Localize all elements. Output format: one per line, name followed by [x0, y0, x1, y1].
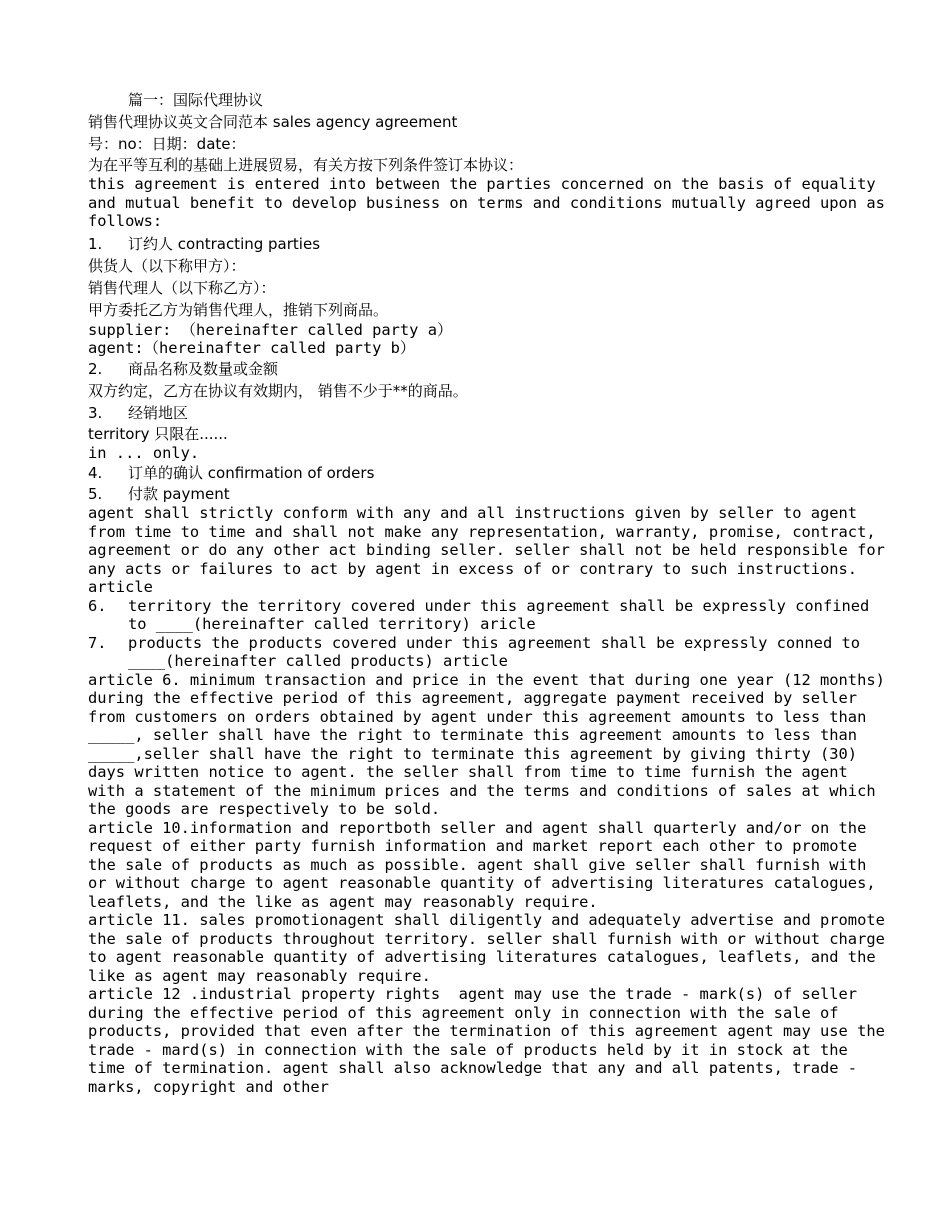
territory-line-2: in ... only.: [88, 443, 200, 462]
section-4-number: 4.: [88, 464, 103, 482]
section-1-title: 订约人 contracting parties: [128, 234, 321, 253]
section-6-item: [88, 597, 888, 634]
section-3-title: 经销地区: [128, 403, 189, 422]
section-3-heading: [88, 402, 888, 424]
agent-conform-paragraph: agent shall strictly conform with any and all instructions given by seller to agent from time to time and shall not make any representation, warranty, promise, contract, agreement or do any other act binding seller. seller shall not be held responsible for any acts or failures to act by agent in excess of or contrary to such instructions. article: [88, 504, 895, 596]
entrust-chinese: 甲方委托乙方为销售代理人，推销下列商品。: [88, 300, 389, 319]
section-1-number: 1.: [88, 234, 103, 253]
agent-chinese: 销售代理人（以下称乙方）：: [88, 278, 276, 297]
section-1-heading: [88, 233, 888, 255]
section-7-number: 7.: [88, 633, 107, 652]
section-2-text: 双方约定，乙方在协议有效期内， 销售不少于**的商品。: [88, 381, 468, 400]
number-date-line: 号：no：日期：date：: [88, 135, 246, 153]
document-subtitle: 销售代理协议英文合同范本 sales agency agreement: [88, 113, 458, 131]
article-10-paragraph: article 10.information and reportboth seller and agent shall quarterly and/or on the request of either party furnish information and market report each other to promote the sale of products as much as possible. agent shall give seller shall furnish with or without charge to agent reasonable quantity of advertising literatures catalogues, leaflets, and the like as agent may reasonably require.: [88, 818, 885, 911]
section-3-number: 3.: [88, 403, 103, 422]
document-page: [88, 89, 895, 1096]
section-5-title: 付款 payment: [128, 485, 230, 503]
section-7-text: products the products covered under this agreement shall be expressly conned to ____(hereinafter called products) article: [128, 633, 870, 670]
section-2-number: 2.: [88, 359, 103, 378]
section-7-item: [88, 634, 888, 671]
territory-line-1: territory 只限在......: [88, 424, 228, 443]
section-6-text: territory the territory covered under this agreement shall be expressly confined to ____(hereinafter called territory) aricle: [128, 596, 879, 633]
document-title: 篇一：国际代理协议: [128, 91, 264, 109]
section-6-number: 6.: [88, 596, 107, 615]
section-4-heading: [88, 462, 888, 484]
section-5-number: 5.: [88, 485, 103, 503]
article-12-paragraph: article 12 .industrial property rights agent may use the trade - mark(s) of seller during the effective period of this agreement only in connection with the sale of products, provided that even after the termination of this agreement agent may use the trade - mard(s) in connection with the sale of products held by it in stock at the time of termination. agent shall also acknowledge that any and all patents, trade - marks, copyright and other: [88, 985, 895, 1096]
agent-english: agent:（hereinafter called party b）: [88, 339, 416, 357]
section-2-title: 商品名称及数量或金额: [128, 359, 279, 378]
article-11-paragraph: article 11. sales promotionagent shall diligently and adequately advertise and promote the sale of products throughout territory. seller shall furnish with or without charge to agent reasonable quantity of advertising literatures catalogues, leaflets, and the like as agent may reasonably require.: [88, 911, 895, 985]
article-6-paragraph: article 6. minimum transaction and price in the event that during one year (12 months) during the effective period of this agreement, aggregate payment received by seller from customers on orders obtained by agent under this agreement amounts to less than _____, seller shall have the right to terminate this agreement amounts to less than _____,seller shall have the right to terminate this agreement by giving thirty (30) days written notice to agent. the seller shall from time to time furnish the agent with a statement of the minimum prices and the terms and conditions of sales at which the goods are respectively to be sold.: [88, 670, 895, 818]
section-2-heading: [88, 358, 888, 380]
preamble-english: this agreement is entered into between the parties concerned on the basis of equality and mutual benefit to develop business on terms and conditions mutually agreed upon as follows:: [88, 175, 895, 230]
supplier-chinese: 供货人（以下称甲方）：: [88, 256, 246, 275]
supplier-english: supplier: （hereinafter called party a）: [88, 320, 453, 339]
preamble-chinese: 为在平等互利的基础上进展贸易，有关方按下列条件签订本协议：: [88, 156, 524, 174]
section-4-title: 订单的确认 confirmation of orders: [128, 464, 375, 482]
section-5-heading: [88, 484, 888, 504]
